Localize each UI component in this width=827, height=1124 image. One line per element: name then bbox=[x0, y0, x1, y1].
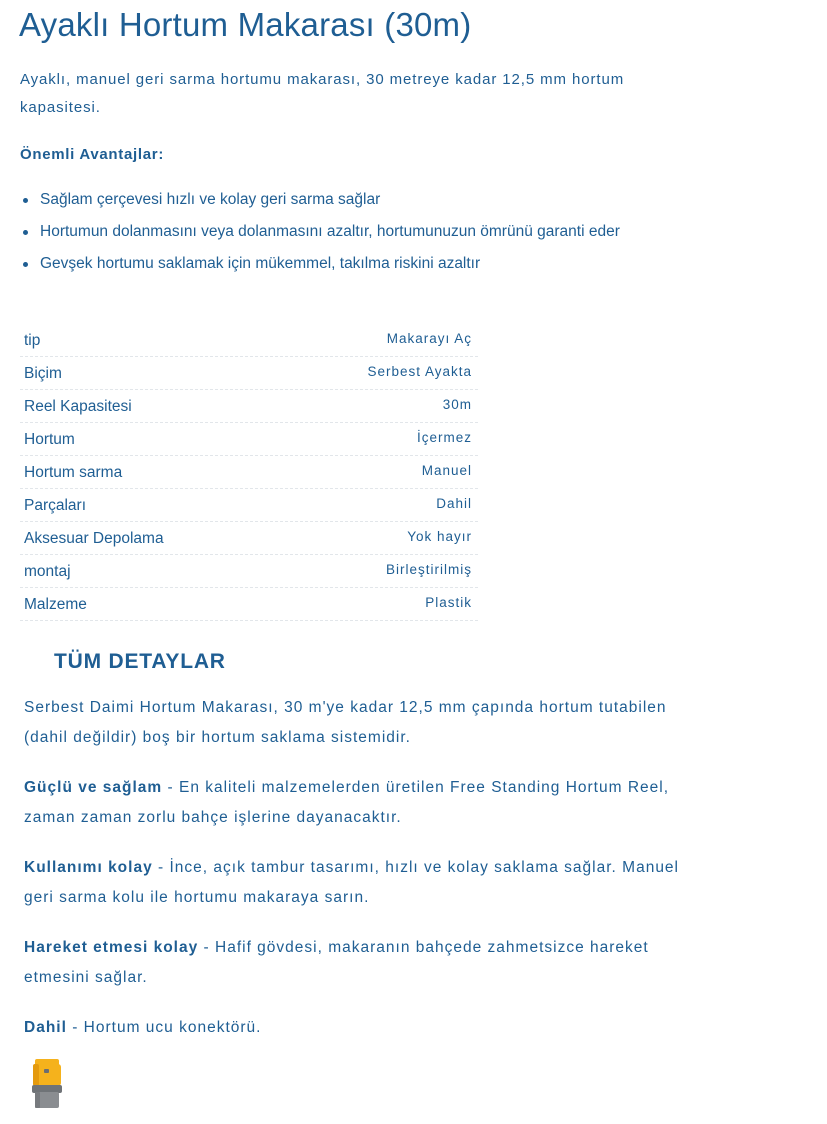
product-intro: Ayaklı, manuel geri sarma hortumu makarası, 30 metreye kadar 12,5 mm hortum kapasitesi. bbox=[20, 71, 625, 116]
spec-label: Reel Kapasitesi bbox=[24, 398, 132, 415]
spec-label: montaj bbox=[24, 563, 71, 580]
spec-value: Makarayı Aç bbox=[386, 331, 472, 346]
spec-label: Biçim bbox=[24, 365, 62, 382]
advantage-text: Sağlam çerçevesi hızlı ve kolay geri sarma sağlar bbox=[40, 191, 381, 208]
list-item bbox=[20, 189, 660, 211]
table-row bbox=[20, 555, 478, 588]
table-row bbox=[20, 588, 478, 621]
spec-value: 30m bbox=[442, 397, 472, 412]
feature-paragraph bbox=[24, 853, 694, 913]
spec-label: Parçaları bbox=[24, 497, 87, 514]
spec-value: İçermez bbox=[416, 430, 472, 445]
connector-shade bbox=[33, 1064, 39, 1086]
feature-title: Kullanımı kolay bbox=[24, 859, 153, 876]
spec-value: Plastik bbox=[425, 595, 472, 610]
feature-title: Dahil bbox=[24, 1019, 67, 1036]
feature-text: - Hafif gövdesi, makaranın bahçede zahmetsizce hareket etmesini sağlar. bbox=[24, 939, 649, 986]
table-row bbox=[20, 522, 478, 555]
hose-connector-icon bbox=[30, 1058, 64, 1110]
details-heading: TÜM DETAYLAR bbox=[54, 650, 226, 673]
spec-value: Serbest Ayakta bbox=[367, 364, 472, 379]
list-item bbox=[20, 253, 660, 275]
feature-title: Güçlü ve sağlam bbox=[24, 779, 163, 796]
bullet-icon bbox=[23, 262, 28, 267]
connector-collar bbox=[32, 1085, 62, 1093]
details-summary: Serbest Daimi Hortum Makarası, 30 m'ye kadar 12,5 mm çapında hortum tutabilen (dahil değildir) boş bir hortum saklama sistemidir. bbox=[24, 699, 667, 746]
feature-text: - En kaliteli malzemelerden üretilen Free Standing Hortum Reel, zaman zaman zorlu bahçe işlerine dayanacaktır. bbox=[24, 779, 670, 826]
table-row bbox=[20, 456, 478, 489]
feature-text: - Hortum ucu konektörü. bbox=[66, 1019, 262, 1036]
table-row bbox=[20, 357, 478, 390]
advantage-text: Gevşek hortumu saklamak için mükemmel, takılma riskini azaltır bbox=[40, 255, 481, 272]
feature-paragraph bbox=[24, 933, 694, 993]
spec-value: Birleştirilmiş bbox=[386, 562, 472, 577]
table-row bbox=[20, 423, 478, 456]
feature-text: - İnce, açık tambur tasarımı, hızlı ve kolay saklama sağlar. Manuel geri sarma kolu ile hortumu makaraya sarın. bbox=[24, 859, 679, 906]
spec-value: Manuel bbox=[421, 463, 472, 478]
feature-paragraph bbox=[24, 1013, 694, 1043]
spec-label: Aksesuar Depolama bbox=[24, 530, 164, 547]
advantage-text: Hortumun dolanmasını veya dolanmasını azaltır, hortumunuzun ömrünü garanti eder bbox=[40, 223, 620, 240]
table-row bbox=[20, 489, 478, 522]
connector-marking bbox=[44, 1069, 49, 1073]
spec-label: Hortum bbox=[24, 431, 75, 448]
spec-value: Yok hayır bbox=[407, 529, 472, 544]
spec-table bbox=[20, 324, 478, 621]
advantages-list bbox=[20, 189, 660, 285]
advantages-heading: Önemli Avantajlar: bbox=[20, 146, 165, 163]
list-item bbox=[20, 221, 660, 243]
bullet-icon bbox=[23, 198, 28, 203]
spec-label: Malzeme bbox=[24, 596, 87, 613]
feature-paragraph bbox=[24, 773, 694, 833]
feature-title: Hareket etmesi kolay bbox=[24, 939, 199, 956]
page-title: Ayaklı Hortum Makarası (30m) bbox=[19, 6, 472, 43]
spec-label: Hortum sarma bbox=[24, 464, 123, 481]
table-row bbox=[20, 324, 478, 357]
table-row bbox=[20, 390, 478, 423]
connector-base-shade bbox=[35, 1092, 40, 1108]
bullet-icon bbox=[23, 230, 28, 235]
spec-value: Dahil bbox=[436, 496, 472, 511]
spec-label: tip bbox=[24, 332, 41, 349]
